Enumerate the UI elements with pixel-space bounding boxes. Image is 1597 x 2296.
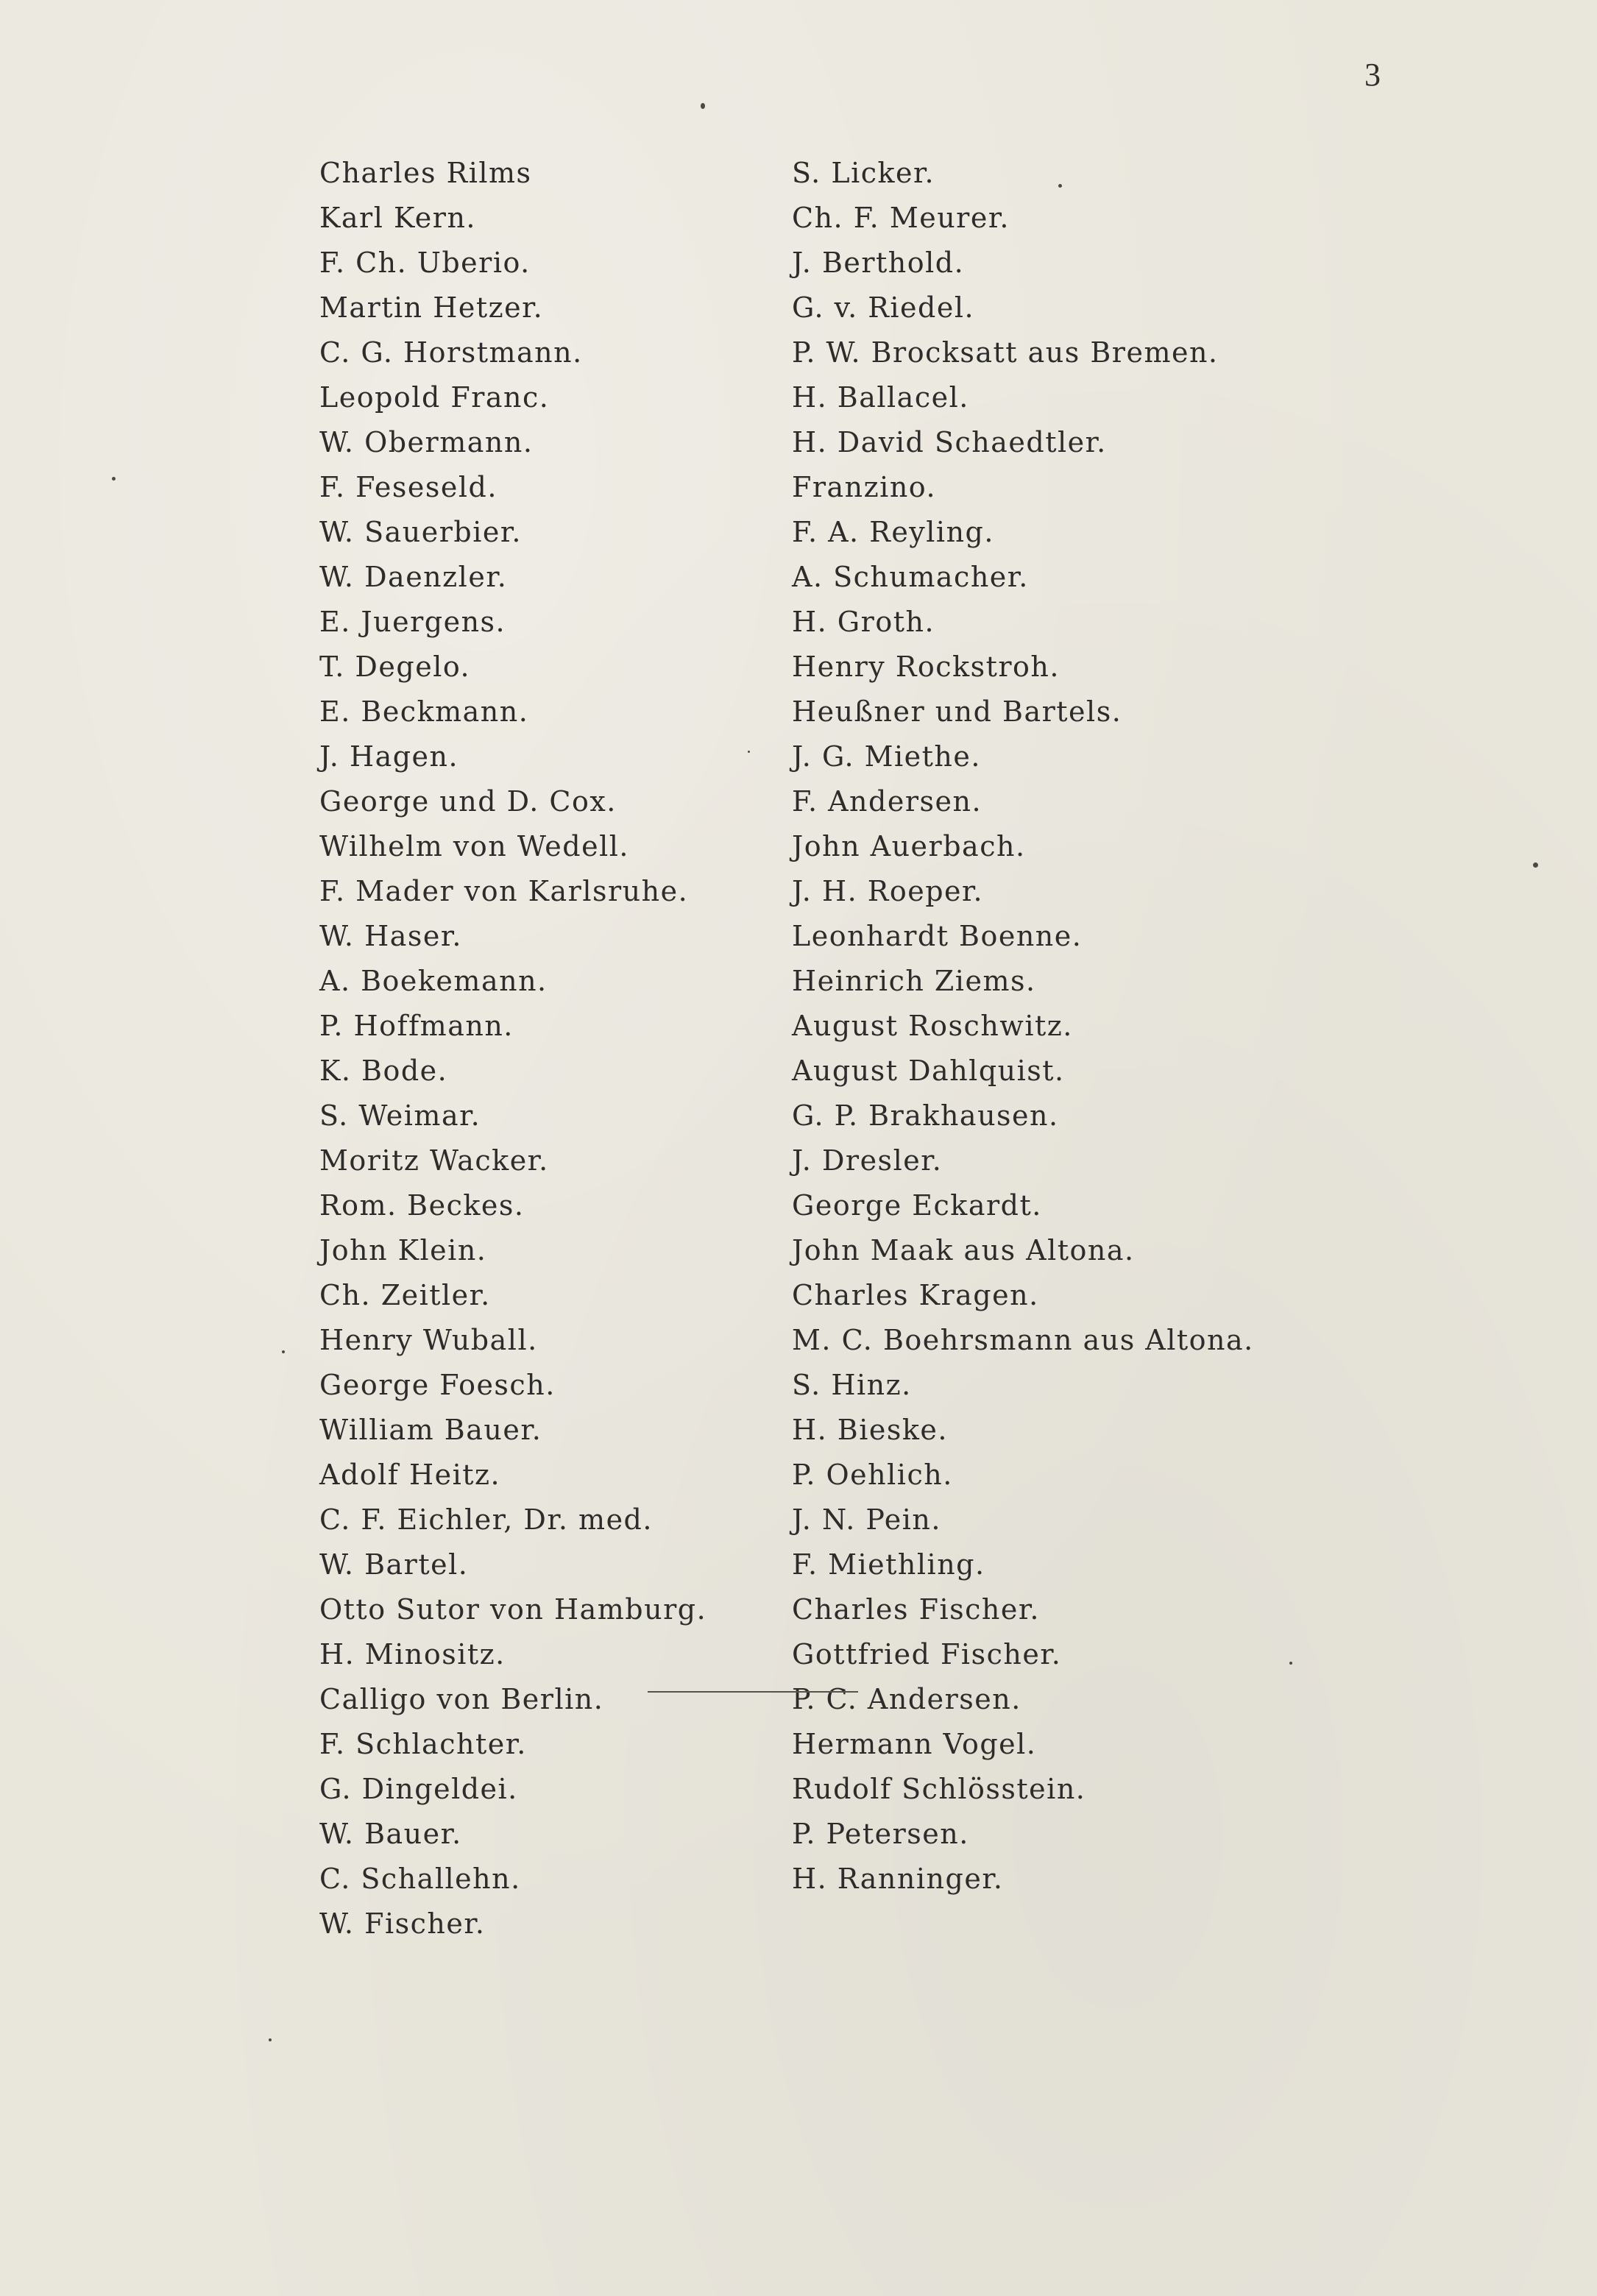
list-item: W. Daenzler. xyxy=(319,561,508,593)
list-item: Adolf Heitz. xyxy=(319,1459,501,1491)
list-item: Heußner und Bartels. xyxy=(792,695,1122,728)
list-item: G. P. Brakhausen. xyxy=(792,1099,1059,1132)
scan-speck xyxy=(1533,862,1538,868)
list-item: Gottfried Fischer. xyxy=(792,1638,1062,1670)
list-item: F. Feseseld. xyxy=(319,471,497,503)
list-item: C. G. Horstmann. xyxy=(319,336,583,369)
names-column-left xyxy=(319,151,707,1946)
list-item: P. C. Andersen. xyxy=(792,1683,1021,1715)
list-item: William Bauer. xyxy=(319,1414,542,1446)
list-item: J. Hagen. xyxy=(319,740,459,773)
list-item: Karl Kern. xyxy=(319,202,477,234)
list-item: John Klein. xyxy=(319,1234,487,1266)
scan-speck xyxy=(1289,1662,1292,1665)
list-item: Calligo von Berlin. xyxy=(319,1683,604,1715)
list-item: P. Hoffmann. xyxy=(319,1010,514,1042)
list-item: C. Schallehn. xyxy=(319,1863,521,1895)
list-item: K. Bode. xyxy=(319,1055,448,1087)
list-item: E. Beckmann. xyxy=(319,695,529,728)
list-item: H. David Schaedtler. xyxy=(792,426,1107,458)
list-item: John Auerbach. xyxy=(792,830,1026,862)
list-item: Wilhelm von Wedell. xyxy=(319,830,629,862)
list-item: J. N. Pein. xyxy=(792,1503,941,1536)
list-item: G. Dingeldei. xyxy=(319,1773,518,1805)
list-item: W. Sauerbier. xyxy=(319,516,522,548)
list-item: F. Andersen. xyxy=(792,785,982,818)
list-item: W. Bauer. xyxy=(319,1818,462,1850)
list-item: Franzino. xyxy=(792,471,937,503)
list-item: J. G. Miethe. xyxy=(792,740,981,773)
list-item: H. Ballacel. xyxy=(792,381,969,414)
scan-speck xyxy=(112,477,116,481)
closing-rule xyxy=(648,1691,858,1693)
list-item: Hermann Vogel. xyxy=(792,1728,1037,1760)
list-item: H. Bieske. xyxy=(792,1414,948,1446)
scan-speck xyxy=(282,1350,285,1353)
list-item: Henry Rockstroh. xyxy=(792,651,1060,683)
list-item: John Maak aus Altona. xyxy=(792,1234,1135,1266)
list-item: H. Groth. xyxy=(792,606,935,638)
list-item: H. Ranninger. xyxy=(792,1863,1004,1895)
list-item: F. Schlachter. xyxy=(319,1728,527,1760)
list-item: F. A. Reyling. xyxy=(792,516,994,548)
list-item: August Roschwitz. xyxy=(792,1010,1073,1042)
list-item: S. Weimar. xyxy=(319,1099,481,1132)
list-item: S. Hinz. xyxy=(792,1369,912,1401)
list-item: Charles Rilms xyxy=(319,157,532,189)
scan-speck xyxy=(701,103,705,109)
list-item: T. Degelo. xyxy=(319,651,471,683)
list-item: C. F. Eichler, Dr. med. xyxy=(319,1503,653,1536)
list-item: Moritz Wacker. xyxy=(319,1144,549,1177)
list-item: George Foesch. xyxy=(319,1369,556,1401)
list-item: P. Petersen. xyxy=(792,1818,969,1850)
list-item: W. Bartel. xyxy=(319,1548,469,1581)
list-item: Ch. Zeitler. xyxy=(319,1279,491,1311)
names-column-right xyxy=(792,151,1254,1902)
scan-speck xyxy=(269,2038,272,2041)
list-item: Otto Sutor von Hamburg. xyxy=(319,1593,707,1626)
list-item: G. v. Riedel. xyxy=(792,291,975,324)
list-item: Rom. Beckes. xyxy=(319,1189,525,1222)
scan-speck xyxy=(1058,184,1062,188)
list-item: P. Oehlich. xyxy=(792,1459,953,1491)
list-item: W. Haser. xyxy=(319,920,462,952)
list-item: Rudolf Schlösstein. xyxy=(792,1773,1086,1805)
list-item: J. H. Roeper. xyxy=(792,875,984,907)
list-item: M. C. Boehrsmann aus Altona. xyxy=(792,1324,1254,1356)
list-item: W. Obermann. xyxy=(319,426,534,458)
list-item: Leopold Franc. xyxy=(319,381,550,414)
list-item: Heinrich Ziems. xyxy=(792,965,1036,997)
list-item: Ch. F. Meurer. xyxy=(792,202,1010,234)
scan-speck xyxy=(748,751,750,753)
list-item: H. Minositz. xyxy=(319,1638,506,1670)
list-item: A. Boekemann. xyxy=(319,965,548,997)
list-item: F. Ch. Uberio. xyxy=(319,247,531,279)
list-item: George Eckardt. xyxy=(792,1189,1042,1222)
page-number: 3 xyxy=(1364,57,1381,93)
list-item: F. Mader von Karlsruhe. xyxy=(319,875,689,907)
list-item: Charles Kragen. xyxy=(792,1279,1039,1311)
list-item: Martin Hetzer. xyxy=(319,291,544,324)
list-item: George und D. Cox. xyxy=(319,785,617,818)
list-item: A. Schumacher. xyxy=(792,561,1029,593)
list-item: Henry Wuball. xyxy=(319,1324,538,1356)
list-item: E. Juergens. xyxy=(319,606,506,638)
list-item: J. Berthold. xyxy=(792,247,965,279)
list-item: Charles Fischer. xyxy=(792,1593,1040,1626)
list-item: F. Miethling. xyxy=(792,1548,985,1581)
list-item: Leonhardt Boenne. xyxy=(792,920,1083,952)
list-item: W. Fischer. xyxy=(319,1907,486,1940)
list-item: August Dahlquist. xyxy=(792,1055,1065,1087)
list-item: P. W. Brocksatt aus Bremen. xyxy=(792,336,1219,369)
list-item: S. Licker. xyxy=(792,157,935,189)
list-item: J. Dresler. xyxy=(792,1144,943,1177)
